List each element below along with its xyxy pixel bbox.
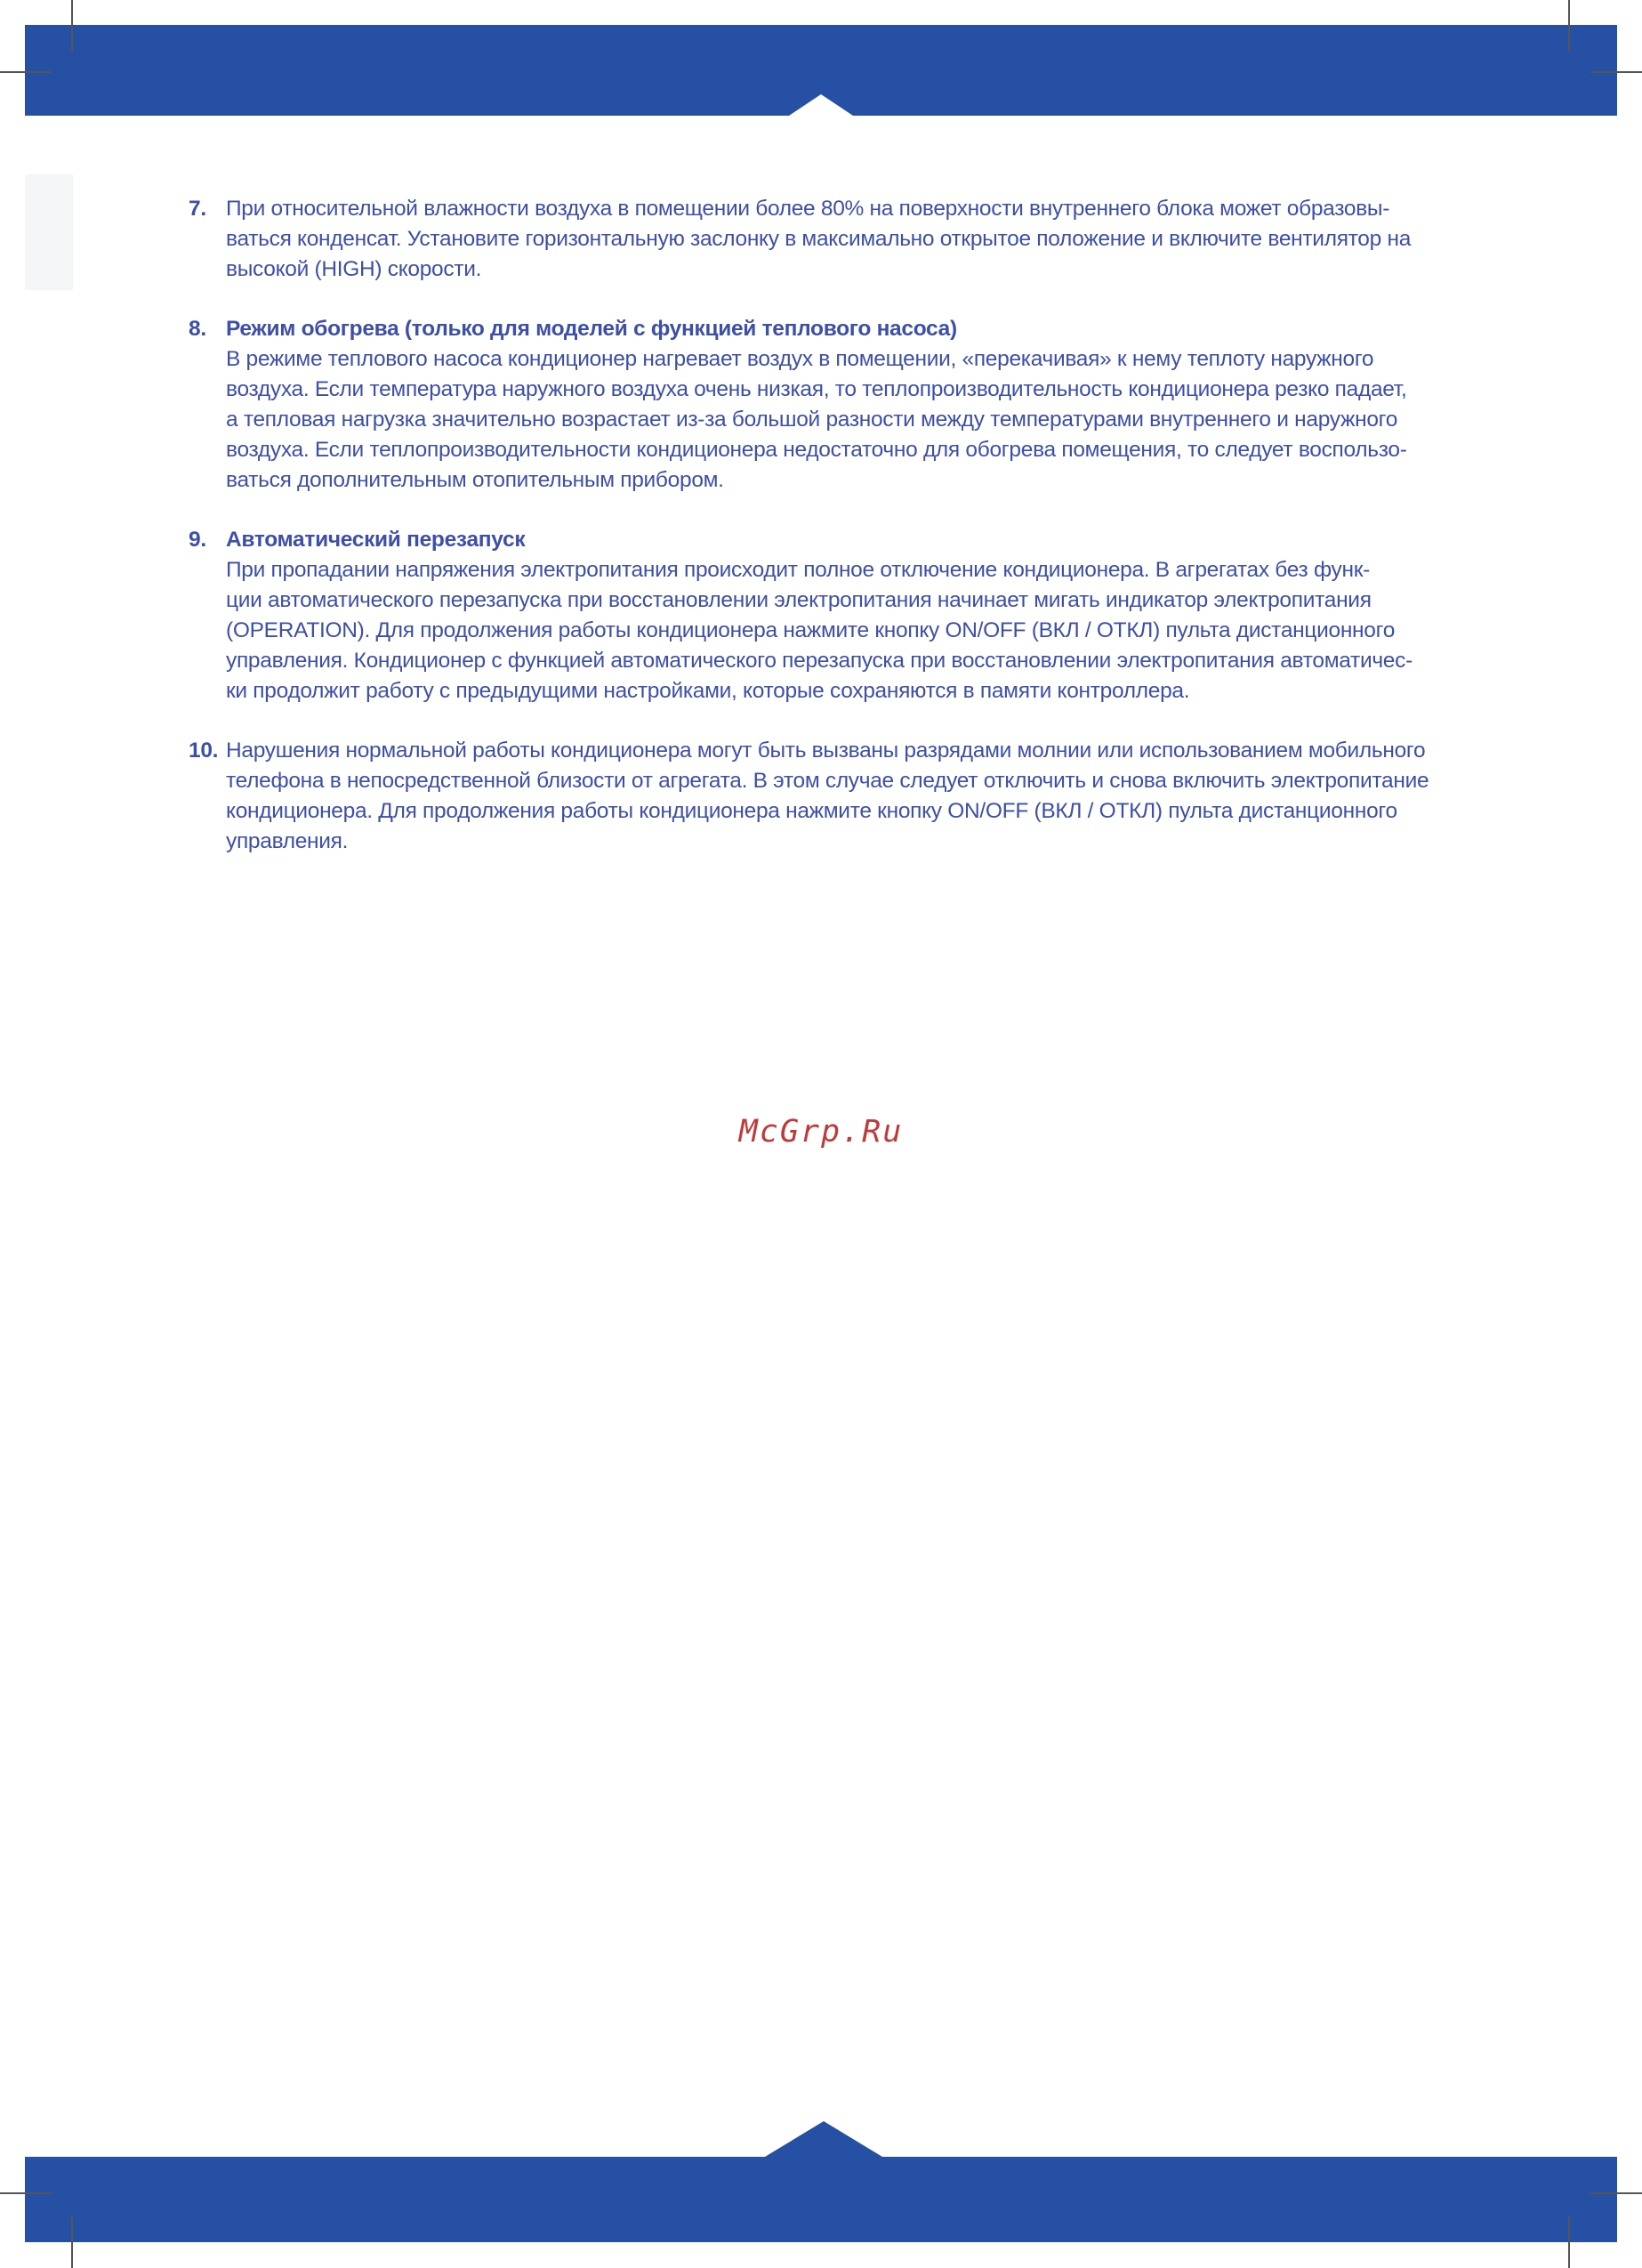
crop-mark	[1590, 71, 1642, 73]
crop-mark	[0, 71, 52, 73]
instructions-list	[189, 194, 1469, 886]
footer-band	[25, 2157, 1617, 2242]
text-line: (OPERATION). Для продолжения работы кондиционера нажмите кнопку ON/OFF (ВКЛ / ОТКЛ) пульта дистанционного	[226, 618, 1396, 642]
text-line: При относительной влажности воздуха в помещении более 80% на поверхности внутреннего блока может образовы-	[226, 197, 1390, 221]
item-number: 8.	[189, 317, 206, 341]
text-line: Нарушения нормальной работы кондиционера могут быть вызваны разрядами молнии или использованием мобильного	[226, 739, 1426, 763]
crop-mark	[1568, 2216, 1570, 2268]
text-line: ки продолжит работу с предыдущими настройками, которые сохраняются в памяти контроллера.	[226, 679, 1190, 703]
footer-notch	[765, 2121, 882, 2157]
list-item-7	[189, 194, 1469, 285]
item-number: 9.	[189, 528, 206, 552]
item-number: 10.	[189, 739, 219, 763]
item-text	[226, 555, 1469, 706]
item-text	[226, 194, 1469, 285]
text-line: кондиционера. Для продолжения работы кондиционера нажмите кнопку ON/OFF (ВКЛ / ОТКЛ) пульта дистанционного	[226, 799, 1397, 823]
item-heading: Автоматический перезапуск	[226, 528, 526, 552]
text-line: а тепловая нагрузка значительно возрастает из-за большой разности между температурами внутреннего и наружного	[226, 408, 1398, 432]
text-line: При пропадании напряжения электропитания происходит полное отключение кондиционера. В агрегатах без функ-	[226, 558, 1371, 582]
crop-mark	[1568, 0, 1570, 52]
text-line: высокой (HIGH) скорости.	[226, 257, 482, 281]
text-line: ции автоматического перезапуска при восстановлении электропитания начинает мигать индикатор электропитания	[226, 588, 1372, 612]
crop-mark	[1590, 2192, 1642, 2194]
item-number: 7.	[189, 197, 206, 221]
item-text	[226, 344, 1469, 496]
text-line: воздуха. Если температура наружного воздуха очень низкая, то теплопроизводительность кондиционера резко падает,	[226, 377, 1407, 401]
text-line: ваться конденсат. Установите горизонтальную заслонку в максимально открытое положение и включите вентилятор на	[226, 227, 1412, 251]
text-line: управления.	[226, 829, 349, 853]
margin-shade	[25, 174, 73, 290]
watermark: McGrp.Ru	[738, 1114, 904, 1150]
list-item-8	[189, 314, 1469, 496]
header-notch	[789, 94, 853, 116]
crop-mark	[71, 2216, 73, 2268]
crop-mark	[71, 0, 73, 52]
text-line: управления. Кондиционер с функцией автоматического перезапуска при восстановлении электропитания автоматичес-	[226, 649, 1413, 673]
crop-mark	[0, 2192, 52, 2194]
text-line: ваться дополнительным отопительным прибором.	[226, 468, 724, 492]
text-line: воздуха. Если теплопроизводительности кондиционера недостаточно для обогрева помещения, то следует воспользо-	[226, 438, 1407, 462]
item-heading: Режим обогрева (только для моделей с функцией теплового насоса)	[226, 317, 957, 341]
list-item-9	[189, 525, 1469, 706]
text-line: телефона в непосредственной близости от агрегата. В этом случае следует отключить и снова включить электропитание	[226, 769, 1429, 793]
item-text	[226, 736, 1469, 857]
text-line: В режиме теплового насоса кондиционер нагревает воздух в помещении, «перекачивая» к нему теплоту наружного	[226, 347, 1374, 371]
list-item-10	[189, 736, 1469, 857]
